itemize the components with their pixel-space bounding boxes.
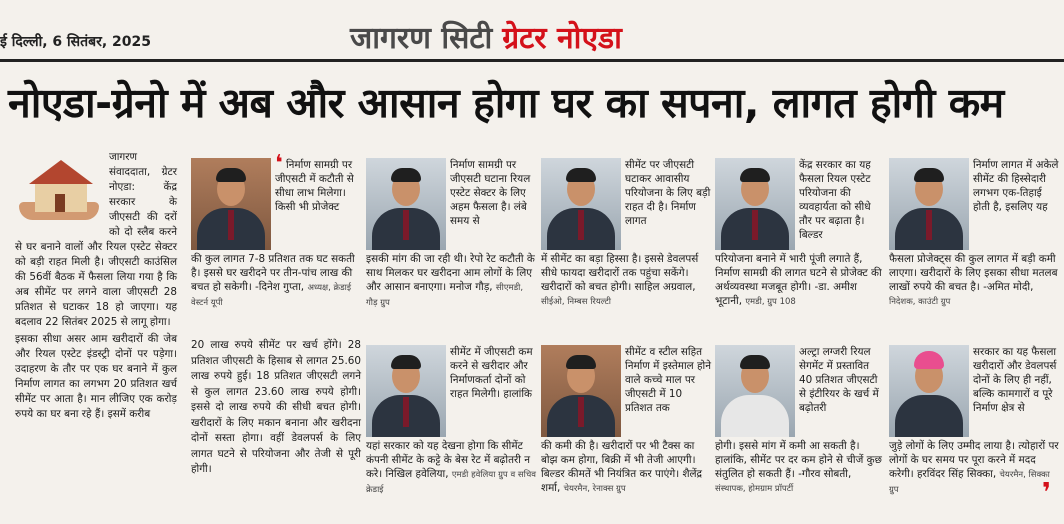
speaker-role: अध्यक्ष, क्रेडाई वेस्टर्न यूपी (191, 283, 352, 308)
newspaper-brand (350, 16, 622, 57)
person-photo (541, 345, 621, 437)
speaker-role: सीएमडी, गौड़ ग्रुप (366, 283, 524, 308)
speaker-role: संस्थापक, होमग्राम प्रॉपर्टी (715, 484, 794, 494)
quote-text: निर्माण लागत में अकेले सीमेंट की हिस्सेदारी लगभग एक-तिहाई होती है, इसलिए यह (973, 159, 1059, 213)
headline: नोएडा-ग्रेनो में अब और आसान होगा घर का सपना, लागत होगी कम (8, 79, 1004, 127)
person-photo (541, 158, 621, 250)
quote-text: निर्माण सामग्री पर जीएसटी घटाना रियल एस्टेट सेक्टर के लिए अहम फैसला है। लंबे समय से (450, 159, 531, 227)
article-continuation: 20 लाख रुपये सीमेंट पर खर्च होंगे। 28 प्रतिशत जीएसटी के हिसाब से लागत 25.60 लाख रुपये हुई। 18 प्रतिशत जीएसटी लगने से कुल लागत 23.60 लाख रुपये होगी। इससे दो लाख रुपये की सीधी बचत होगी। खरीदारों के लिए मकान बनाना और खरीदना दोनों सस्ता होगा। वहीं डेवलपर्स के लिए लागत घटने से परियोजना और तेजी से पूरी होगी। (191, 339, 361, 475)
person-photo (889, 345, 969, 437)
quote-text: सरकार का यह फैसला खरीदारों और डेवलपर्स दोनों के लिए ही नहीं, बल्कि कामगारों व पूरे निर्माण क्षेत्र से (973, 346, 1057, 414)
lead-paragraph-2: इसका सीधा असर आम खरीदारों की जेब और रियल एस्टेट इंडस्ट्री दोनों पर पड़ेगा। उदाहरण के तौर पर एक घर बनाने में कुल निर्माण लागत का लगभग 20 प्रतिशत खर्च सीमेंट पर आता है। मान लीजिए एक करोड़ रुपये का घर बना रहे हैं। इसमें करीब (15, 333, 177, 420)
quote-continuation: परियोजना बनाने में भारी पूंजी लगाते हैं, निर्माण सामग्री की लागत घटने से प्रोजेक्ट की अर्थव्यवस्था मजबूत होगी। -डा. अमीश भूटानी, (715, 253, 882, 307)
quote-continuation: यहां सरकार को यह देखना होगा कि सीमेंट कंपनी सीमेंट के कट्टे के बेस रेट में बढ़ोतरी न करे। निखिल हवेलिया, (366, 440, 531, 480)
quote-continuation: होगी। इससे मांग में कमी आ सकती है। हालांकि, सीमेंट पर दर कम होने से चीजें कुछ संतुलित हो सकती हैं। -गौरव सोबती, (715, 440, 882, 480)
person-photo (366, 345, 446, 437)
quote-text: अल्ट्रा लग्जरी रियल सेगमेंट में प्रस्तावित 40 प्रतिशत जीएसटी से इंटीरियर के खर्च में बढ़ोतरी (799, 346, 879, 414)
speaker-role: चेयरमैन, रेनाक्स ग्रुप (563, 484, 626, 494)
end-quote-mark-icon: ❜ (1042, 478, 1052, 508)
quote-text: सीमेंट पर जीएसटी घटाकर आवासीय परियोजना के लिए बड़ी राहत दी है। निर्माण लागत (625, 159, 711, 227)
person-photo (191, 158, 271, 250)
person-photo (715, 345, 795, 437)
masthead (0, 0, 1064, 62)
quote-text: सीमेंट व स्टील सहित निर्माण में इस्तेमाल होने वाले कच्चे माल पर जीएसटी में 10 प्रतिशत तक (625, 346, 711, 414)
speaker-role: निदेशक, काउंटी ग्रुप (889, 297, 951, 307)
dateline: ई दिल्ली, 6 सितंबर, 2025 (0, 34, 151, 50)
lead-paragraph-1: जागरण संवाददाता, ग्रेटर नोएडा: केंद्र सरकार के जीएसटी की दरों को दो स्लैब करने से घर बनाने वालों और रियल एस्टेट सेक्टर को बड़ी राहत मिली है। जीएसटी काउंसिल की 56वीं बैठक में फैसला लिया गया है कि अब सीमेंट पर लगने वाला जीएसटी 28 प्रतिशत से घटाकर 18 हो जाएगा। यह बदलाव 22 सितंबर 2025 से लागू होगा। (15, 151, 177, 328)
quote-continuation: फैसला प्रोजेक्ट्स की कुल लागत में बड़ी कमी लाएगा। खरीदारों के लिए इसका सीधा मतलब लाखों रुपये की बचत है। -अमित मोदी, (889, 253, 1058, 293)
brand-city: ग्रेटर नोएडा (502, 21, 622, 56)
quote-continuation: की कुल लागत 7-8 प्रतिशत तक घट सकती है। इससे घर खरीदने पर तीन-पांच लाख की बचत हो सकेगी। -दिनेश गुप्ता, (191, 253, 355, 293)
quote-continuation: जुड़े लोगों के लिए उम्मीद लाया है। त्योहारों पर लोगों के घर समय पर पूरा करने में मदद करेगी। हरविंदर सिंह सिक्का, (889, 440, 1059, 480)
brand-main: जागरण सिटी (350, 21, 493, 56)
quote-mark-icon: ❛ (275, 151, 283, 176)
quote-text: केंद्र सरकार का यह फैसला रियल एस्टेट परियोजना की व्यवहार्यता को सीधे तौर पर बढ़ाता है। बिल्डर (799, 159, 871, 241)
house-in-hands-image (15, 154, 103, 224)
quote-text: सीमेंट में जीएसटी कम करने से खरीदार और निर्माणकर्ता दोनों को राहत मिलेगी। हालांकि (450, 346, 533, 400)
person-photo (366, 158, 446, 250)
speaker-role: चेयरमैन, सिक्का ग्रुप (889, 470, 1050, 495)
quote-continuation: इसकी मांग की जा रही थी। रेपो रेट कटौती के साथ मिलकर घर खरीदना आम लोगों के लिए और आसान बनाएगा। मनोज गौड़, (366, 253, 535, 293)
person-photo (715, 158, 795, 250)
quote-continuation: में सीमेंट का बड़ा हिस्सा है। इससे डेवलपर्स सीधे फायदा खरीदारों तक पहुंचा सकेंगे। खरीदारों को बचत होगी। साहिल अग्रवाल, (541, 253, 699, 293)
person-photo (889, 158, 969, 250)
quote-text: निर्माण सामग्री पर जीएसटी में कटौती से सीधा लाभ मिलेगा। किसी भी प्रोजेक्ट (275, 159, 354, 213)
speaker-role: सीईओ, निम्बस रियल्टी (541, 297, 612, 307)
quote-continuation: की कमी की है। खरीदारों पर भी टैक्स का बोझ कम होगा, बिक्री में भी तेजी आएगी। बिल्डर कीमतें भी नियंत्रित कर पाएंगे। शैलेंद्र शर्मा, (541, 440, 703, 494)
speaker-role: एमडी हवेलिया ग्रुप व सचिव क्रेडाई (366, 470, 536, 495)
lead-article (15, 150, 177, 424)
speaker-role: एमडी, ग्रुप 108 (745, 297, 796, 307)
